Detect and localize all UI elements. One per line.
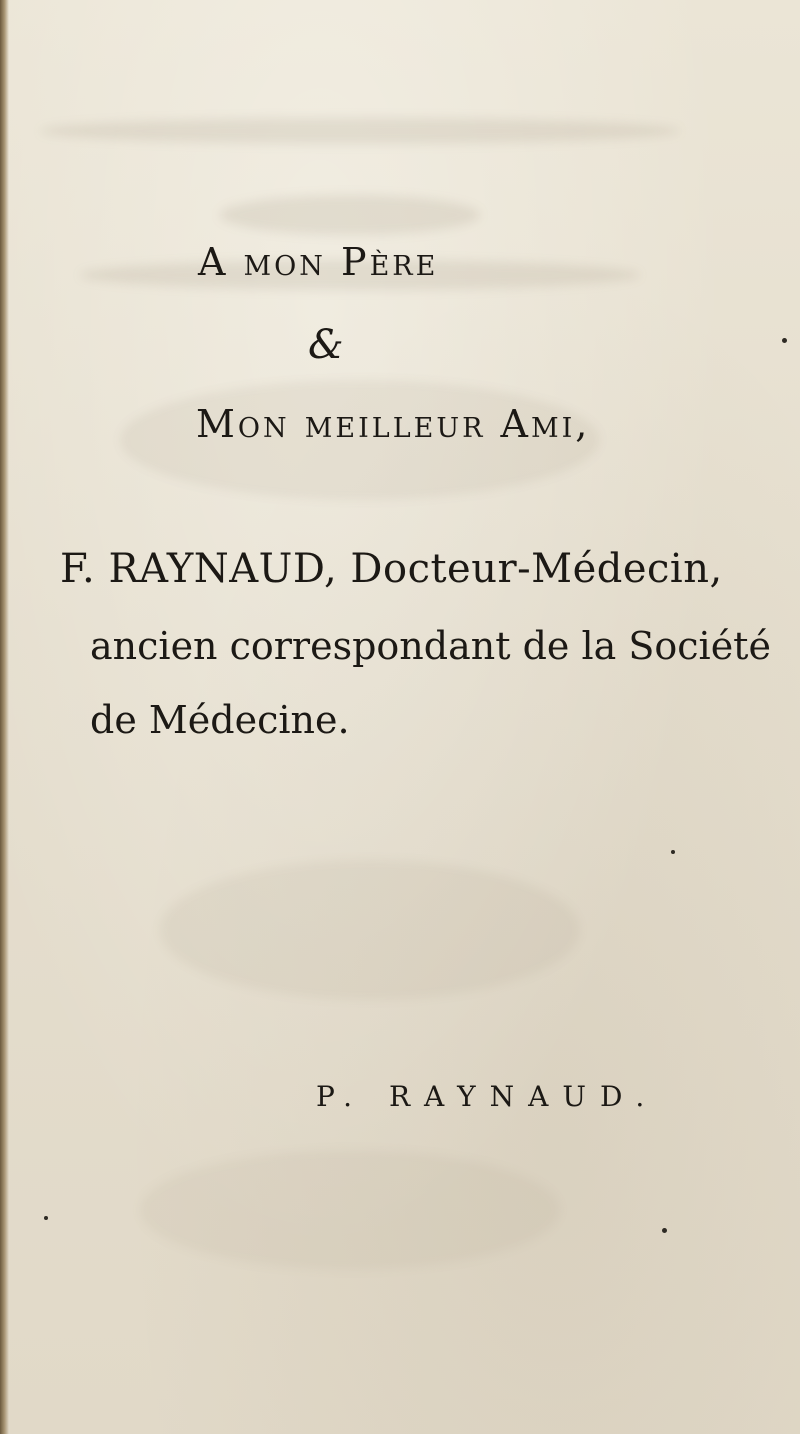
dedication-society-line: de Médecine. — [90, 698, 350, 742]
dedication-name-line: F. RAYNAUD, Docteur-Médecin, — [60, 546, 723, 592]
show-through-bleed — [160, 860, 580, 1000]
paper-speck — [44, 1216, 48, 1220]
show-through-bleed — [140, 1150, 560, 1270]
show-through-bleed — [40, 118, 680, 144]
paper-speck — [671, 850, 675, 854]
dedication-line-friend: Mon meilleur Ami, — [196, 402, 591, 446]
dedication-title-line: ancien correspondant de la Société — [90, 624, 771, 668]
paper-speck — [782, 338, 787, 343]
dedication-line-father: A mon Père — [198, 240, 439, 284]
paper-speck — [662, 1228, 667, 1233]
page-spine-edge — [0, 0, 9, 1434]
signature: P. RAYNAUD. — [316, 1080, 659, 1113]
dedication-ampersand: & — [308, 322, 344, 368]
show-through-bleed — [220, 195, 480, 235]
